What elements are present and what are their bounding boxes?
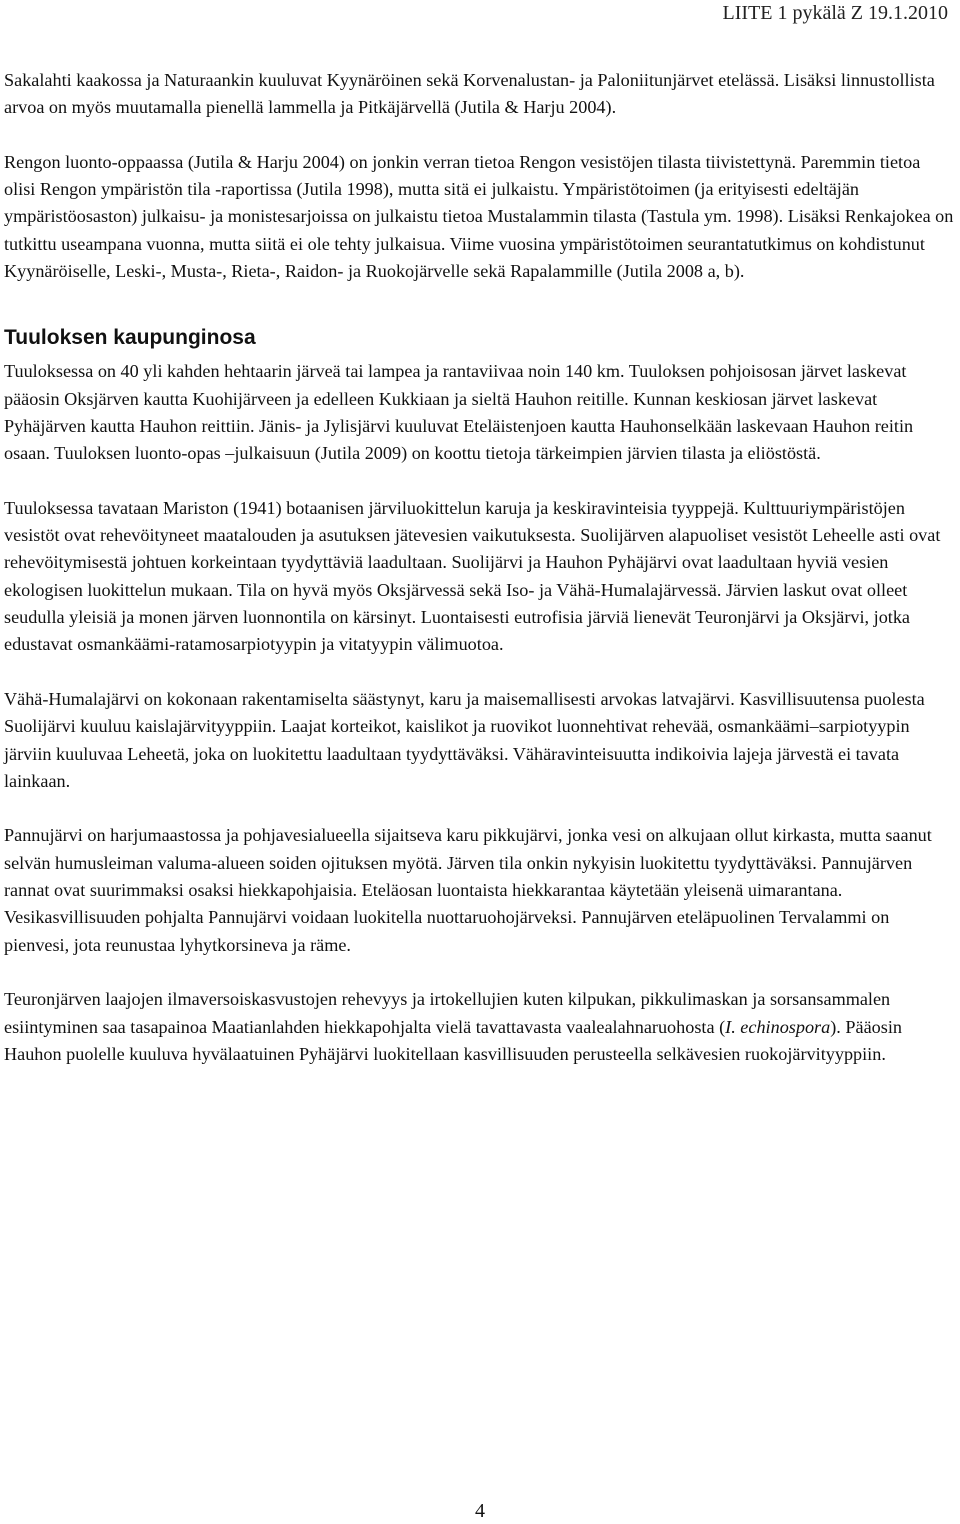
paragraph: Vähä-Humalajärvi on kokonaan rakentamiselta säästynyt, karu ja maisemallisesti arvokas latvajärvi. Kasvillisuutensa puolesta Suolijärvi kuuluu kaislajärvityyppiin. Laajat korteikot, kaislikot ja ruovikot luonnehtivat rehevää, osmankäämi–sarpiotyypin järviin kuuluvaa Leheetä, joka on luokitettu laadultaan tyydyttäväksi. Vähäravinteisuutta indikoivia lajeja järvestä ei tavata lainkaan. — [4, 688, 925, 791]
paragraph: Tuuloksessa on 40 yli kahden hehtaarin järveä tai lampea ja rantaviivaa noin 140 km. Tuuloksen pohjoisosan järvet laskevat pääosin Oksjärven kautta Kuohijärveen ja edelleen Kukkiaan ja sieltä Hauhon reitille. Kunnan keskiosan järvet laskevat Pyhäjärven kautta Hauhon reittiin. Jänis- ja Jylisjärvi kuuluvat Eteläistenjoen kautta Hauhonselkään laskevaan Hauhon reitin osaan. Tuuloksen luonto-opas –julkaisuun (Jutila 2009) on koottu tietoja tärkeimpien järvien tilasta ja eliöstöstä. — [4, 361, 914, 464]
text-span: Teuronjärven laajojen ilmaversoiskasvustojen rehevyys ja irtokellujien kuten kilpukan, pikkulimaskan ja sorsansammalen esiintyminen saa tasapainoa Maatianlahden hiekkapohjalta vielä tavattavasta vaalealahnaruohosta ( — [4, 989, 891, 1037]
text-span: ). Pääosin Hauhon puolelle kuuluva hyvälaatuinen Pyhäjärvi luokitellaan kasvillisuuden perusteella selkävesien ruokojärvityyppiin. — [4, 1016, 902, 1064]
paragraph: Sakalahti kaakossa ja Naturaankin kuuluvat Kyynäröinen sekä Korvenalustan- ja Paloniitunjärvet etelässä. Lisäksi linnustollista arvoa on myös muutamalla pienellä lammella ja Pitkäjärvellä (Jutila & Harju 2004). — [4, 70, 935, 118]
page-content — [4, 67, 954, 1095]
paragraph: Tuuloksessa tavataan Mariston (1941) botaanisen järviluokittelun karuja ja keskiravinteisia tyyppejä. Kulttuuriympäristöjen vesistöt ovat rehevöityneet maatalouden ja asutuksen jätevesien vaikutuksesta. Suolijärven alapuoliset vesistöt Leheelle asti ovat rehevöitymisestä johtuen korkeintaan tyydyttäviä laadultaan. Suolijärvi ja Hauhon Pyhäjärvi ovat laadultaan hyviä vesien ekologisen luokittelun mukaan. Tila on hyvä myös Oksjärvessä sekä Iso- ja Vähä-Humalajärvessä. Järvien laskut ovat olleet seudulla yleisiä ja monen järven luonnontila on kärsinyt. Luontaisesti eutrofisia järviä lienevät Teuronjärvi ja Oksjärvi, jotka edustavat osmankäämi-ratamosarpiotyypin ja vitatyypin välimuotoa. — [4, 497, 941, 655]
section-heading: Tuuloksen kaupunginosa — [4, 326, 256, 350]
page-number: 4 — [475, 1500, 485, 1522]
paragraph-with-italic — [4, 986, 954, 1068]
paragraph: Rengon luonto-oppaassa (Jutila & Harju 2004) on jonkin verran tietoa Rengon vesistöjen tilasta tiivistettynä. Paremmin tietoa olisi Rengon ympäristön tila -raportissa (Jutila 1998), mutta sitä ei julkaistu. Ympäristötoimen (ja erityisesti edeltäjän ympäristöosaston) julkaisu- ja monistesarjoissa on julkaistu tietoa Mustalammin tilasta (Tastula ym. 1998). Lisäksi Renkajokea on tutkittu useampana vuonna, mutta siitä ei ole tehty julkaisua. Viime vuosina ympäristötoimen seurantatutkimus on kohdistunut Kyynäröiselle, Leski-, Musta-, Rieta-, Raidon- ja Ruokojärvelle sekä Rapalammille (Jutila 2008 a, b). — [4, 151, 954, 282]
species-name-italic: I. echinospora — [725, 1016, 831, 1037]
page-header: LIITE 1 pykälä Z 19.1.2010 — [722, 2, 948, 24]
paragraph: Pannujärvi on harjumaastossa ja pohjavesialueella sijaitseva karu pikkujärvi, jonka vesi on alkujaan ollut kirkasta, mutta saanut selvän humusleiman valuma-alueen soiden ojituksen myötä. Järven tila onkin nykyisin luokitettu tyydyttäväksi. Pannujärven rannat ovat suurimmaksi osaksi hiekkapohjaisia. Eteläosan luontaista hiekkarantaa käytetään yleisenä uimarantana. Vesikasvillisuuden pohjalta Pannujärvi voidaan luokitella nuottaruohojärveksi. Pannujärven eteläpuolinen Tervalammi on pienvesi, jota reunustaa lyhytkorsineva ja räme. — [4, 825, 932, 955]
